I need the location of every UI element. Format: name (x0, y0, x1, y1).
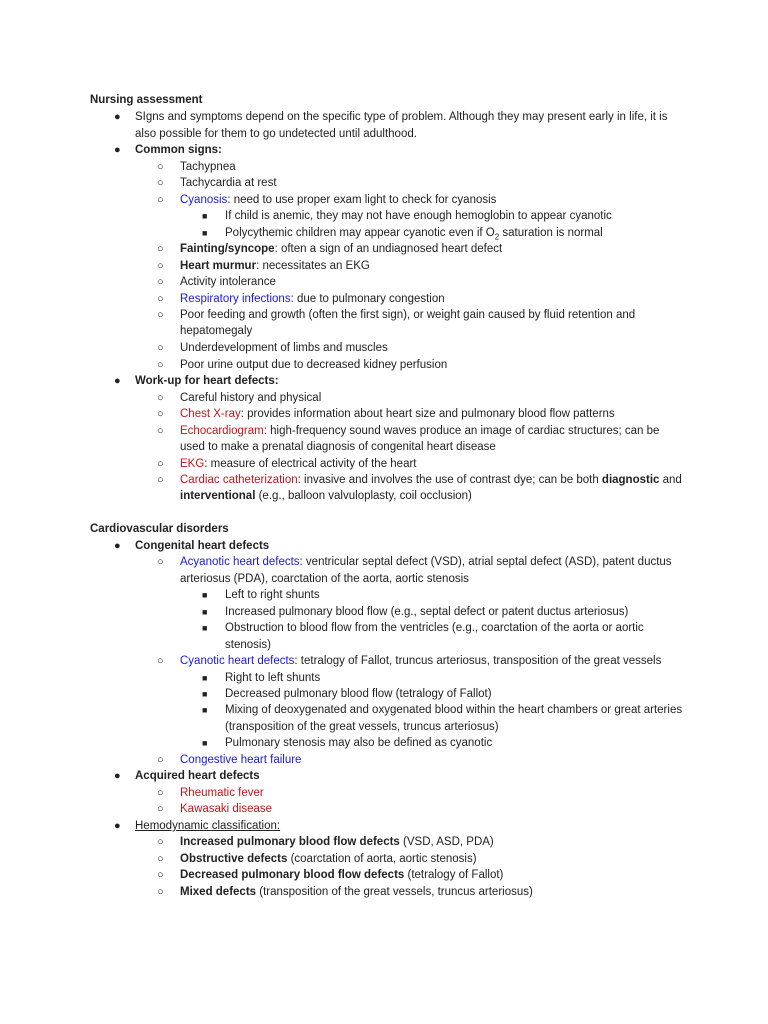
term-decreased: Decreased pulmonary blood flow defects (180, 869, 405, 881)
term-fainting: Fainting/syncope (180, 243, 275, 255)
item-text: Acquired heart defects (135, 770, 260, 782)
item-text (225, 225, 603, 242)
item-text: Increased pulmonary blood flow (e.g., septal defect or patent ductus arteriosus) (225, 606, 629, 618)
term-description: : ventricular septal defect (VSD), atrial septal defect (ASD), patent ductus (299, 556, 672, 568)
item-text: (transposition of the great vessels, truncus arteriosus) (225, 721, 499, 733)
bullet-circle: ○ (157, 309, 164, 321)
term-ekg: EKG (180, 458, 205, 470)
term-respiratory: Respiratory infections (180, 293, 291, 305)
term-acyanotic: Acyanotic heart defects (180, 556, 300, 568)
bullet-circle: ○ (157, 474, 164, 486)
text-part: saturation is normal (499, 227, 603, 239)
item-text (180, 653, 661, 670)
bullet-disc: ● (114, 144, 121, 156)
item-text: Congenital heart defects (135, 540, 270, 552)
term-murmur: Heart murmur (180, 260, 257, 272)
bullet-circle: ○ (157, 161, 164, 173)
item-text (180, 192, 496, 209)
item-text: Poor feeding and growth (often the first sign), or weight gain caused by fluid retention and (180, 309, 636, 321)
item-text (180, 867, 503, 884)
item-text (180, 472, 682, 489)
term-description: (transposition of the great vessels, truncus arteriosus) (256, 886, 533, 898)
section-heading-cardiovascular-disorders: Cardiovascular disorders (90, 523, 229, 535)
term-chf: Congestive heart failure (180, 754, 302, 766)
term-description: : high-frequency sound waves produce an image of cardiac structures; can be (263, 425, 660, 437)
bullet-circle: ○ (157, 787, 164, 799)
item-text: Left to right shunts (225, 589, 320, 601)
bullet-circle: ○ (157, 293, 164, 305)
term-description: : necessitates an EKG (256, 260, 370, 272)
term-rheumatic-fever: Rheumatic fever (180, 787, 264, 799)
term-echocardiogram: Echocardiogram (180, 425, 264, 437)
bullet-circle: ○ (157, 425, 164, 437)
term-cyanosis: Cyanosis (180, 194, 228, 206)
bullet-circle: ○ (157, 556, 164, 568)
bullet-disc: ● (114, 770, 121, 782)
bullet-square: ■ (202, 689, 208, 699)
item-text: SIgns and symptoms depend on the specific type of problem. Although they may present early in life, it is (135, 111, 668, 123)
item-text (180, 241, 502, 258)
item-text: arteriosus (PDA), coarctation of the aorta, aortic stenosis (180, 573, 469, 585)
term-obstructive: Obstructive defects (180, 853, 288, 865)
item-text (180, 258, 370, 275)
term-description: : often a sign of an undiagnosed heart defect (274, 243, 503, 255)
bullet-square: ■ (202, 705, 208, 715)
term-interventional: interventional (180, 490, 256, 502)
item-text (180, 291, 445, 308)
term-mixed: Mixed defects (180, 886, 257, 898)
bullet-circle: ○ (157, 655, 164, 667)
term-description: (VSD, ASD, PDA) (399, 836, 494, 848)
item-text (180, 884, 533, 901)
item-text: Decreased pulmonary blood flow (tetralogy of Fallot) (225, 688, 492, 700)
bullet-circle: ○ (157, 853, 164, 865)
item-text: Obstruction to blood flow from the ventricles (e.g., coarctation of the aorta or aortic (225, 622, 644, 634)
bullet-disc: ● (114, 111, 121, 123)
text-part: and (659, 474, 682, 486)
bullet-square: ■ (202, 211, 208, 221)
term-cyanotic: Cyanotic heart defects (180, 655, 295, 667)
bullet-square: ■ (202, 738, 208, 748)
bullet-circle: ○ (157, 276, 164, 288)
item-text (180, 423, 659, 440)
term-diagnostic: diagnostic (601, 474, 660, 486)
term-description: (coarctation of aorta, aortic stenosis) (287, 853, 477, 865)
bullet-square: ■ (202, 607, 208, 617)
bullet-circle: ○ (157, 194, 164, 206)
bullet-circle: ○ (157, 342, 164, 354)
item-text (180, 851, 477, 868)
term-kawasaki: Kawasaki disease (180, 803, 273, 815)
item-text (180, 456, 417, 473)
bullet-disc: ● (114, 375, 121, 387)
item-text (180, 834, 494, 851)
term-description: : provides information about heart size and pulmonary blood flow patterns (240, 408, 615, 420)
bullet-circle: ○ (157, 260, 164, 272)
item-text: Pulmonary stenosis may also be defined as cyanotic (225, 737, 493, 749)
item-text: If child is anemic, they may not have enough hemoglobin to appear cyanotic (225, 210, 612, 222)
item-text: also possible for them to go undetected until adulthood. (135, 128, 417, 140)
term-increased: Increased pulmonary blood flow defects (180, 836, 400, 848)
term-description: : tetralogy of Fallot, truncus arteriosus, transposition of the great vessels (294, 655, 662, 667)
item-text: Tachycardia at rest (180, 177, 277, 189)
term-description: : need to use proper exam light to check for cyanosis (227, 194, 497, 206)
bullet-square: ■ (202, 228, 208, 238)
section-heading-nursing-assessment: Nursing assessment (90, 94, 203, 106)
item-text: stenosis) (225, 639, 272, 651)
term-description: : due to pulmonary congestion (290, 293, 445, 305)
item-text: Activity intolerance (180, 276, 276, 288)
bullet-circle: ○ (157, 408, 164, 420)
bullet-circle: ○ (157, 836, 164, 848)
item-text: Tachypnea (180, 161, 236, 173)
item-text: hepatomegaly (180, 325, 253, 337)
bullet-disc: ● (114, 820, 121, 832)
item-text (180, 406, 615, 423)
term-description: : measure of electrical activity of the heart (204, 458, 417, 470)
bullet-circle: ○ (157, 869, 164, 881)
item-text: Careful history and physical (180, 392, 322, 404)
item-text: Work-up for heart defects: (135, 375, 279, 387)
subscript: 2 (494, 232, 500, 242)
term-description: : invasive and involves the use of contrast dye; can be both (297, 474, 602, 486)
bullet-circle: ○ (157, 177, 164, 189)
item-text: Hemodynamic classification: (135, 820, 281, 832)
bullet-square: ■ (202, 673, 208, 683)
item-text (180, 554, 672, 571)
bullet-circle: ○ (157, 392, 164, 404)
bullet-circle: ○ (157, 803, 164, 815)
bullet-square: ■ (202, 623, 208, 633)
item-text: Common signs: (135, 144, 222, 156)
bullet-circle: ○ (157, 243, 164, 255)
item-text: Poor urine output due to decreased kidney perfusion (180, 359, 448, 371)
text-part: (e.g., balloon valvuloplasty, coil occlusion) (255, 490, 472, 502)
item-text: Mixing of deoxygenated and oxygenated blood within the heart chambers or great arteries (225, 704, 683, 716)
term-description: (tetralogy of Fallot) (404, 869, 504, 881)
bullet-circle: ○ (157, 886, 164, 898)
text-part: Polycythemic children may appear cyanotic even if O (225, 227, 495, 239)
item-text: Underdevelopment of limbs and muscles (180, 342, 388, 354)
item-text: used to make a prenatal diagnosis of congenital heart disease (180, 441, 496, 453)
term-chest-xray: Chest X-ray (180, 408, 241, 420)
bullet-circle: ○ (157, 359, 164, 371)
bullet-circle: ○ (157, 754, 164, 766)
bullet-circle: ○ (157, 458, 164, 470)
item-text (180, 488, 472, 505)
bullet-square: ■ (202, 590, 208, 600)
term-catheterization: Cardiac catheterization (180, 474, 298, 486)
item-text: Right to left shunts (225, 672, 321, 684)
bullet-disc: ● (114, 540, 121, 552)
